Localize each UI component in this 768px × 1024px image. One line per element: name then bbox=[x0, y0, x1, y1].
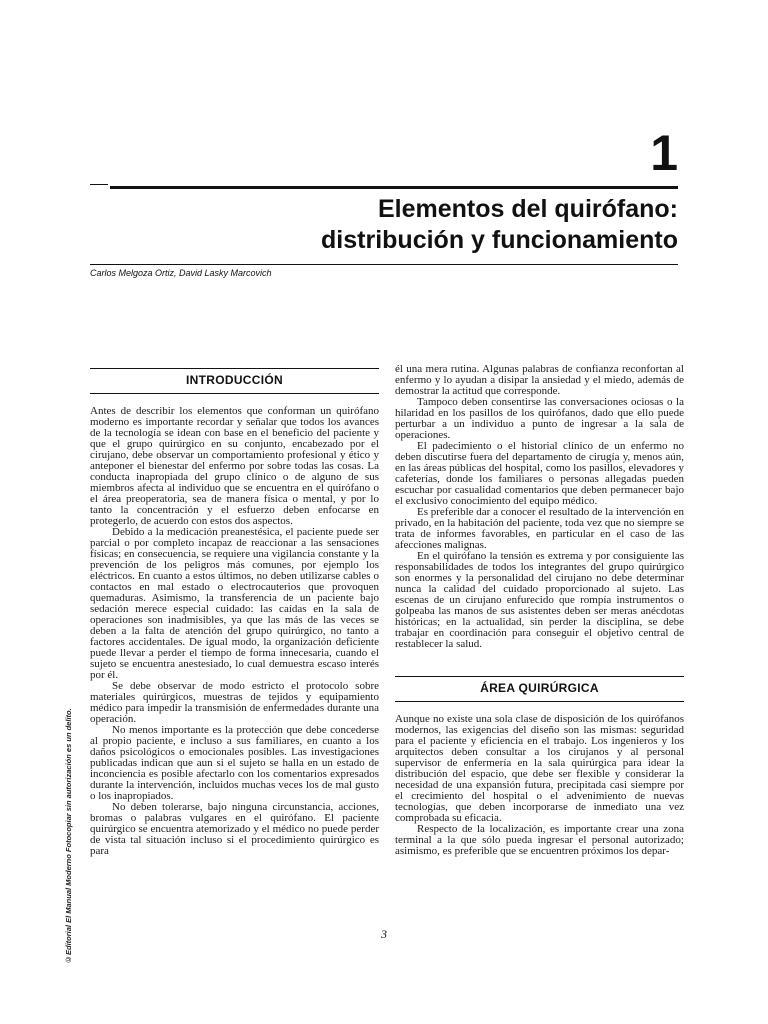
paragraph: Antes de describir los elementos que conforman un quirófano moderno es importante recordar y señalar que todos los avances de la tecnología se idean con base en el beneficio del paciente y que el grupo quirúrgico en su conjunto, encabezado por el cirujano, debe observar un comportamiento profesional y ético y anteponer el bienestar del enfermo por sobre todas las cosas. La conducta inapropiada del grupo clínico o de alguno de sus miembros afecta al individuo que se encuentra en el quirófano o el área preoperatoria, sea de manera física o mental, y por lo tanto la concentración y el esfuerzo deben enfocarse en protegerlo, de acuerdo con estos dos aspectos. bbox=[90, 405, 379, 527]
author-rule bbox=[90, 264, 678, 265]
chapter-number: 1 bbox=[650, 125, 678, 181]
section-heading-introduccion: INTRODUCCIÓN bbox=[90, 368, 379, 394]
paragraph: Respecto de la localización, es importante crear una zona terminal a la que sólo pueda ingresar el personal autorizado; asimismo, es preferible que se encuentren próximos los depar- bbox=[395, 823, 684, 857]
paragraph: Se debe observar de modo estricto el protocolo sobre materiales quirúrgicos, muestras de tejidos y equipamiento médico para impedir la transmisión de enfermedades durante una operación. bbox=[90, 680, 379, 725]
left-column bbox=[90, 368, 379, 857]
page-number: 3 bbox=[381, 927, 387, 941]
section-heading-area-quirurgica: ÁREA QUIRÚRGICA bbox=[395, 676, 684, 702]
chapter-title bbox=[178, 194, 678, 256]
section-spacer bbox=[395, 650, 684, 676]
paragraph: No deben tolerarse, bajo ninguna circunstancia, acciones, bromas o palabras vulgares en el quirófano. El paciente quirúrgico se encuentra atemorizado y el médico no puede perder de vista tal situación incluso si el procedimiento quirúrgico es para bbox=[90, 801, 379, 857]
paragraph: Debido a la medicación preanestésica, el paciente puede ser parcial o por completo incapaz de reaccionar a las sensaciones físicas; en consecuencia, se requiere una vigilancia constante y la prevención de los peligros más comunes, por ejemplo los eléctricos. En cuanto a estos últimos, no deben utilizarse cables o contactos en mal estado o electrocauterios que provoquen quemaduras. Asimismo, la transferencia de un paciente bajo sedación merece especial cuidado: las caídas en la sala de operaciones son inadmisibles, ya que las más de las veces se deben a la falta de atención del grupo quirúrgico, no tanto a factores accidentales. De igual modo, la organización deficiente puede llevar a perder el tiempo de forma innecesaria, cuando el sujeto se encuentra anestesiado, lo cual demuestra escaso interés por él. bbox=[90, 526, 379, 681]
paragraph: No menos importante es la protección que debe concederse al propio paciente, e incluso a sus familiares, en cuanto a los daños psicológicos o emocionales posibles. Las investigaciones publicadas indican que aun si el sujeto se halla en un estado de inconciencia es posible afectarlo con los comentarios expresados durante la intervención, incluidos muchas veces los de mal gusto o los inapropiados. bbox=[90, 724, 379, 802]
paragraph: él una mera rutina. Algunas palabras de confianza reconfortan al enfermo y lo ayudan a disipar la ansiedad y el miedo, además de demostrar la actitud que corresponde. bbox=[395, 363, 684, 397]
paragraph: Tampoco deben consentirse las conversaciones ociosas o la hilaridad en los pasillos de los quirófanos, dado que ello puede perturbar a un individuo a punto de ingresar a la sala de operaciones. bbox=[395, 396, 684, 441]
right-column bbox=[395, 364, 684, 857]
paragraph: En el quirófano la tensión es extrema y por consiguiente las responsabilidades de todos los integrantes del grupo quirúrgico son enormes y la personalidad del cirujano no debe determinar nunca la calidad del cuidado proporcionado al sujeto. Las escenas de un cirujano enfurecido que rompía instrumentos o golpeaba las manos de sus asistentes deben ser meras anécdotas históricas; en la actualidad, sin perder la disciplina, se debe trabajar en coordinación para conseguir el objetivo central de restablecer la salud. bbox=[395, 550, 684, 650]
paragraph: Es preferible dar a conocer el resultado de la intervención en privado, en la habitación del paciente, toda vez que no siempre se trata de informes favorables, en particular en el caso de las afecciones malignas. bbox=[395, 506, 684, 551]
paragraph: El padecimiento o el historial clínico de un enfermo no deben discutirse fuera del departamento de cirugía y, menos aún, en las áreas públicas del hospital, como los pasillos, elevadores y cafeterías, donde los familiares o personas allegadas pueden escuchar por casualidad comentarios que deben permanecer bajo el exclusivo conocimiento del equipo médico. bbox=[395, 440, 684, 507]
authors-line: Carlos Melgoza Ortiz, David Lasky Marcovich bbox=[90, 268, 272, 278]
copyright-side-note: ©Editorial El Manual Moderno Fotocopiar sin autorización es un delito. bbox=[64, 708, 73, 964]
header-rule-small bbox=[90, 184, 108, 185]
chapter-title-line-2: distribución y funcionamiento bbox=[321, 226, 678, 254]
paragraph: Aunque no existe una sola clase de disposición de los quirófanos modernos, las exigencias del diseño son las mismas: seguridad para el paciente y eficiencia en el trabajo. Los ingenieros y los arquitectos deben consultar a los cirujanos y al personal supervisor de enfermería en la sala quirúrgica para idear la distribución del espacio, que debe ser flexible y considerar la necesidad de una expansión futura, precipitada casi siempre por el crecimiento del hospital o el advenimiento de nuevas tecnologías, que deben incorporarse de inmediato una vez comprobada su eficacia. bbox=[395, 713, 684, 824]
header-rule bbox=[110, 186, 678, 189]
chapter-title-line-1: Elementos del quirófano: bbox=[377, 195, 678, 223]
